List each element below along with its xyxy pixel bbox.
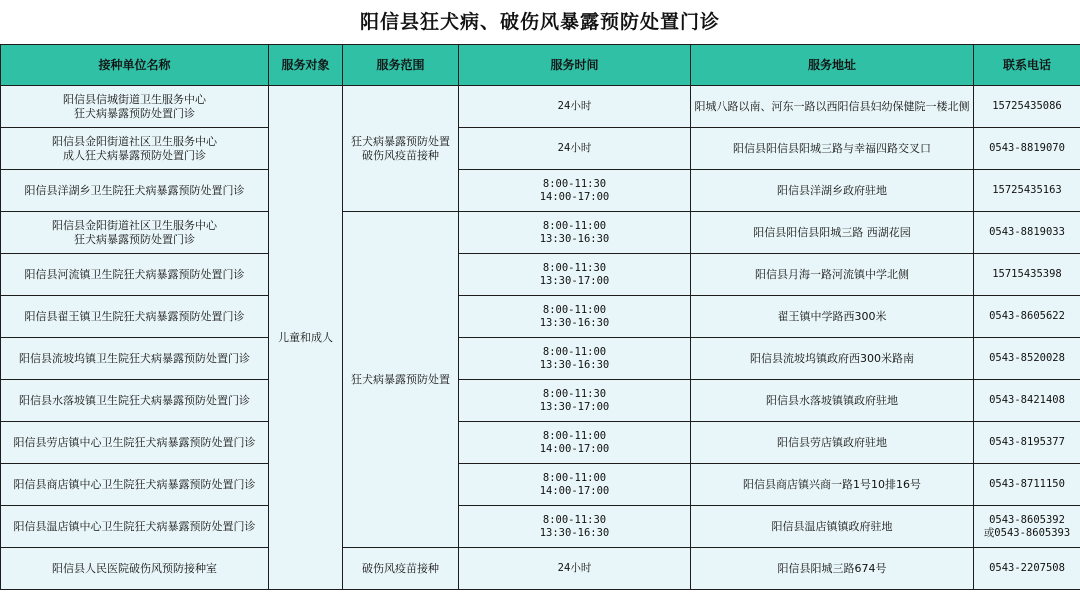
service-time-cell: 8:00-11:30 13:30-17:00	[459, 380, 691, 422]
phone-cell: 0543-8711150	[974, 464, 1080, 506]
phone-cell: 0543-8520028	[974, 338, 1080, 380]
service-time-cell: 8:00-11:00 14:00-17:00	[459, 422, 691, 464]
service-scope-cell: 狂犬病暴露预防处置 破伤风疫苗接种	[343, 86, 459, 212]
address-cell: 阳信县阳信县阳城三路与幸福四路交叉口	[691, 128, 974, 170]
phone-cell: 0543-8605392 或0543-8605393	[974, 506, 1080, 548]
service-time-cell: 8:00-11:30 13:30-16:30	[459, 506, 691, 548]
service-scope-cell: 狂犬病暴露预防处置	[343, 212, 459, 548]
unit-name-cell: 阳信县劳店镇中心卫生院狂犬病暴露预防处置门诊	[1, 422, 269, 464]
phone-cell: 0543-2207508	[974, 548, 1080, 590]
unit-name-cell: 阳信县流坡坞镇卫生院狂犬病暴露预防处置门诊	[1, 338, 269, 380]
table-row	[1, 338, 1080, 380]
service-time-cell: 8:00-11:00 13:30-16:30	[459, 296, 691, 338]
table-row	[1, 548, 1080, 590]
service-time-cell: 8:00-11:00 13:30-16:30	[459, 212, 691, 254]
unit-name-cell: 阳信县信城街道卫生服务中心 狂犬病暴露预防处置门诊	[1, 86, 269, 128]
phone-cell: 0543-8605622	[974, 296, 1080, 338]
unit-name-cell: 阳信县河流镇卫生院狂犬病暴露预防处置门诊	[1, 254, 269, 296]
table-row	[1, 86, 1080, 128]
address-cell: 阳城八路以南、河东一路以西阳信县妇幼保健院一楼北侧	[691, 86, 974, 128]
phone-cell: 15715435398	[974, 254, 1080, 296]
header-service-address: 服务地址	[691, 45, 974, 86]
address-cell: 阳信县阳城三路674号	[691, 548, 974, 590]
table-header-row	[1, 45, 1080, 86]
service-target-cell: 儿童和成人	[269, 86, 343, 590]
service-time-cell: 24小时	[459, 548, 691, 590]
phone-cell: 0543-8819033	[974, 212, 1080, 254]
phone-cell: 0543-8421408	[974, 380, 1080, 422]
unit-name-cell: 阳信县商店镇中心卫生院狂犬病暴露预防处置门诊	[1, 464, 269, 506]
phone-cell: 0543-8819070	[974, 128, 1080, 170]
service-time-cell: 8:00-11:00 13:30-16:30	[459, 338, 691, 380]
address-cell: 阳信县劳店镇政府驻地	[691, 422, 974, 464]
unit-name-cell: 阳信县洋湖乡卫生院狂犬病暴露预防处置门诊	[1, 170, 269, 212]
address-cell: 阳信县洋湖乡政府驻地	[691, 170, 974, 212]
table-row	[1, 170, 1080, 212]
service-time-cell: 8:00-11:30 14:00-17:00	[459, 170, 691, 212]
table-row	[1, 128, 1080, 170]
service-time-cell: 8:00-11:00 14:00-17:00	[459, 464, 691, 506]
service-time-cell: 24小时	[459, 86, 691, 128]
service-time-cell: 24小时	[459, 128, 691, 170]
table-row	[1, 380, 1080, 422]
phone-cell: 15725435163	[974, 170, 1080, 212]
address-cell: 翟王镇中学路西300米	[691, 296, 974, 338]
header-service-scope: 服务范围	[343, 45, 459, 86]
table-row	[1, 212, 1080, 254]
phone-cell: 15725435086	[974, 86, 1080, 128]
phone-cell: 0543-8195377	[974, 422, 1080, 464]
unit-name-cell: 阳信县金阳街道社区卫生服务中心 狂犬病暴露预防处置门诊	[1, 212, 269, 254]
address-cell: 阳信县流坡坞镇政府西300米路南	[691, 338, 974, 380]
address-cell: 阳信县水落坡镇镇政府驻地	[691, 380, 974, 422]
address-cell: 阳信县温店镇镇政府驻地	[691, 506, 974, 548]
header-service-time: 服务时间	[459, 45, 691, 86]
page-title: 阳信县狂犬病、破伤风暴露预防处置门诊	[359, 11, 720, 33]
address-cell: 阳信县月海一路河流镇中学北侧	[691, 254, 974, 296]
unit-name-cell: 阳信县人民医院破伤风预防接种室	[1, 548, 269, 590]
table-row	[1, 422, 1080, 464]
table-row	[1, 254, 1080, 296]
unit-name-cell: 阳信县金阳街道社区卫生服务中心 成人狂犬病暴露预防处置门诊	[1, 128, 269, 170]
service-time-cell: 8:00-11:30 13:30-17:00	[459, 254, 691, 296]
header-unit-name: 接种单位名称	[1, 45, 269, 86]
clinic-table	[0, 44, 1080, 590]
table-row	[1, 464, 1080, 506]
unit-name-cell: 阳信县温店镇中心卫生院狂犬病暴露预防处置门诊	[1, 506, 269, 548]
table-row	[1, 296, 1080, 338]
table-row	[1, 506, 1080, 548]
header-service-target: 服务对象	[269, 45, 343, 86]
address-cell: 阳信县商店镇兴商一路1号10排16号	[691, 464, 974, 506]
unit-name-cell: 阳信县水落坡镇卫生院狂犬病暴露预防处置门诊	[1, 380, 269, 422]
service-scope-cell: 破伤风疫苗接种	[343, 548, 459, 590]
header-phone: 联系电话	[974, 45, 1080, 86]
unit-name-cell: 阳信县翟王镇卫生院狂犬病暴露预防处置门诊	[1, 296, 269, 338]
address-cell: 阳信县阳信县阳城三路 西湖花园	[691, 212, 974, 254]
